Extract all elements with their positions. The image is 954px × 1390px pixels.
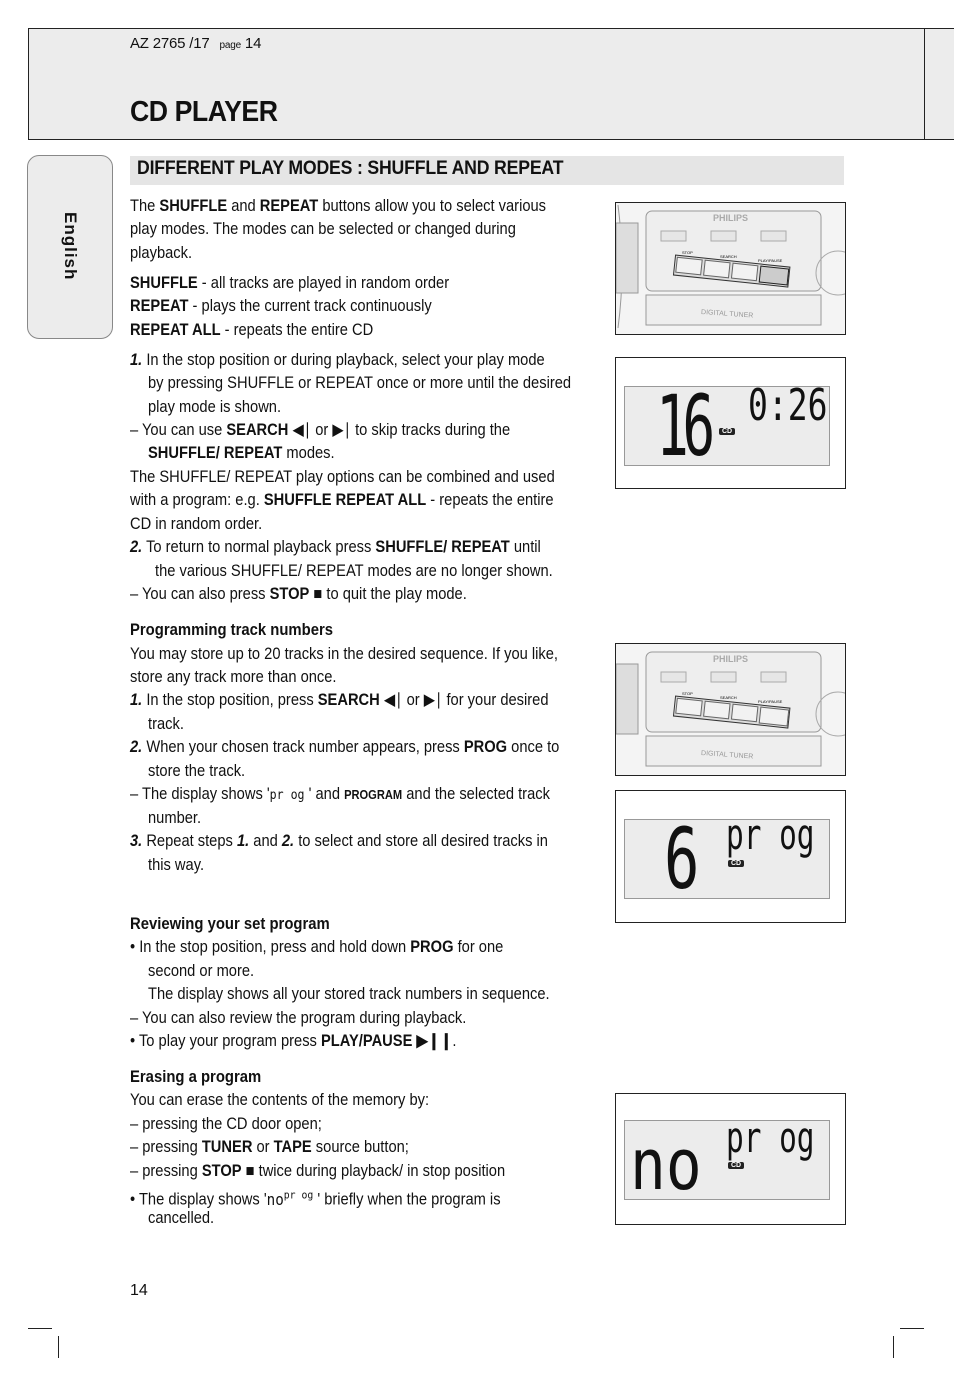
mode-repeat: REPEAT - plays the current track continuously	[130, 297, 432, 315]
panel-tuner-label: DIGITAL TUNER	[700, 308, 754, 320]
panel-search-label: SEARCH	[720, 695, 737, 700]
previous-icon: ◀∣	[292, 421, 312, 439]
reviewing-heading: Reviewing your set program	[130, 915, 330, 933]
crop-mark	[900, 1328, 924, 1329]
programming-line: store any track more than once.	[130, 668, 337, 686]
next-icon: ▶∣	[332, 421, 351, 439]
reviewing-bullet: • In the stop position, press and hold down PROG for one	[130, 938, 504, 956]
lcd-track-number: 16	[656, 377, 709, 475]
programming-step-1-line: track.	[148, 715, 184, 733]
step-1-note: – You can use SEARCH ◀∣ or ▶∣ to skip tracks during the	[130, 421, 511, 439]
programming-step-2-line: store the track.	[148, 762, 246, 780]
erasing-heading: Erasing a program	[130, 1068, 262, 1086]
previous-icon: ◀∣	[383, 691, 403, 709]
programming-step-2: 2. When your chosen track number appears, press PROG once to	[130, 738, 560, 756]
intro-line: The SHUFFLE and REPEAT buttons allow you to select various	[130, 197, 547, 215]
panel-play-label: PLAY/PAUSE	[758, 699, 783, 704]
programming-step-1: 1. In the stop position, press SEARCH ◀∣ or ▶∣ for your desired	[130, 691, 549, 709]
step-1: 1. In the stop position or during playback, select your play mode	[130, 351, 545, 369]
combo-line: The SHUFFLE/ REPEAT play options can be combined and used	[130, 468, 555, 486]
panel-stop-label: STOP	[682, 250, 693, 255]
mode-repeat-all: REPEAT ALL - repeats the entire CD	[130, 321, 374, 339]
lcd-figure-1	[615, 357, 846, 489]
programming-note: – The display shows 'pr og ' and PROGRAM and the selected track	[130, 785, 550, 803]
play-pause-icon: ▶❙❙	[416, 1032, 453, 1050]
lcd-no-text: no	[630, 1124, 702, 1206]
lcd-time: 0:26	[748, 380, 828, 431]
intro-line: play modes. The modes can be selected or changed during	[130, 220, 516, 238]
panel-tuner-label: DIGITAL TUNER	[700, 749, 754, 761]
combo-line: CD in random order.	[130, 515, 263, 533]
step-2: 2. To return to normal playback press SHUFFLE/ REPEAT until	[130, 538, 541, 556]
programming-line: You may store up to 20 tracks in the desired sequence. If you like,	[130, 645, 559, 663]
control-panel-figure	[615, 643, 846, 776]
erasing-item: – pressing STOP ■ twice during playback/ in stop position	[130, 1162, 506, 1180]
section-title: DIFFERENT PLAY MODES : SHUFFLE AND REPEAT	[137, 158, 564, 179]
control-panel-illustration	[616, 203, 845, 334]
erasing-line: You can erase the contents of the memory by:	[130, 1091, 430, 1109]
control-panel-illustration	[616, 644, 845, 775]
lcd-figure-3	[615, 1093, 846, 1225]
stop-icon: ■	[313, 585, 323, 603]
erasing-bullet-line: cancelled.	[148, 1209, 215, 1227]
document-reference: AZ 2765 /17 page 14	[130, 35, 262, 52]
reviewing-bullet-line: second or more.	[148, 962, 255, 980]
combo-line: with a program: e.g. SHUFFLE REPEAT ALL - repeats the entire	[130, 491, 554, 509]
reviewing-bullet-line: The display shows all your stored track numbers in sequence.	[148, 985, 550, 1003]
erasing-item: – pressing the CD door open;	[130, 1115, 322, 1133]
lcd-prog-text: pr og	[726, 810, 815, 859]
step-1-note-line: SHUFFLE/ REPEAT modes.	[148, 444, 335, 462]
crop-mark	[893, 1336, 894, 1358]
programming-step-3-line: this way.	[148, 856, 205, 874]
page-header-edge	[924, 28, 954, 140]
control-panel-figure	[615, 202, 846, 335]
panel-stop-label: STOP	[682, 691, 693, 696]
panel-brand: PHILIPS	[713, 213, 749, 223]
programming-step-3: 3. Repeat steps 1. and 2. to select and store all desired tracks in	[130, 832, 548, 850]
no-prog-display-glyph: $no^{pr og}$	[266, 1188, 314, 1209]
erasing-item: – pressing TUNER or TAPE source button;	[130, 1138, 409, 1156]
stop-icon: ■	[245, 1162, 255, 1180]
lcd-figure-2	[615, 790, 846, 923]
erasing-bullet: • The display shows '$no^{pr og}$ ' briefly when the program is	[130, 1188, 501, 1209]
cd-badge: CD	[719, 428, 735, 435]
page-title: CD PLAYER	[130, 96, 278, 128]
page-number: 14	[130, 1282, 148, 1299]
mode-shuffle: SHUFFLE - all tracks are played in random order	[130, 274, 450, 292]
crop-mark	[28, 1328, 52, 1329]
panel-play-label: PLAY/PAUSE	[758, 258, 783, 263]
language-label: English	[61, 212, 80, 281]
cd-badge: CD	[728, 860, 744, 867]
prog-display-glyph: pr og	[269, 788, 305, 803]
reviewing-note: – You can also review the program during playback.	[130, 1009, 467, 1027]
next-icon: ▶∣	[423, 691, 443, 709]
panel-search-label: SEARCH	[720, 254, 737, 259]
step-2-line: the various SHUFFLE/ REPEAT modes are no longer shown.	[155, 562, 553, 580]
crop-mark	[58, 1336, 59, 1358]
step-1-line: by pressing SHUFFLE or REPEAT once or more until the desired	[148, 374, 572, 392]
programming-note-line: number.	[148, 809, 202, 827]
reviewing-bullet: • To play your program press PLAY/PAUSE ▶❙❙.	[130, 1032, 457, 1050]
programming-heading: Programming track numbers	[130, 621, 334, 639]
lcd-track-number: 6	[664, 810, 700, 908]
lcd-prog-text: pr og	[726, 1113, 815, 1162]
intro-line: playback.	[130, 244, 193, 262]
step-1-line: play mode is shown.	[148, 398, 282, 416]
cd-badge: CD	[728, 1162, 744, 1169]
panel-brand: PHILIPS	[713, 654, 749, 664]
step-2-note: – You can also press STOP ■ to quit the play mode.	[130, 585, 467, 603]
